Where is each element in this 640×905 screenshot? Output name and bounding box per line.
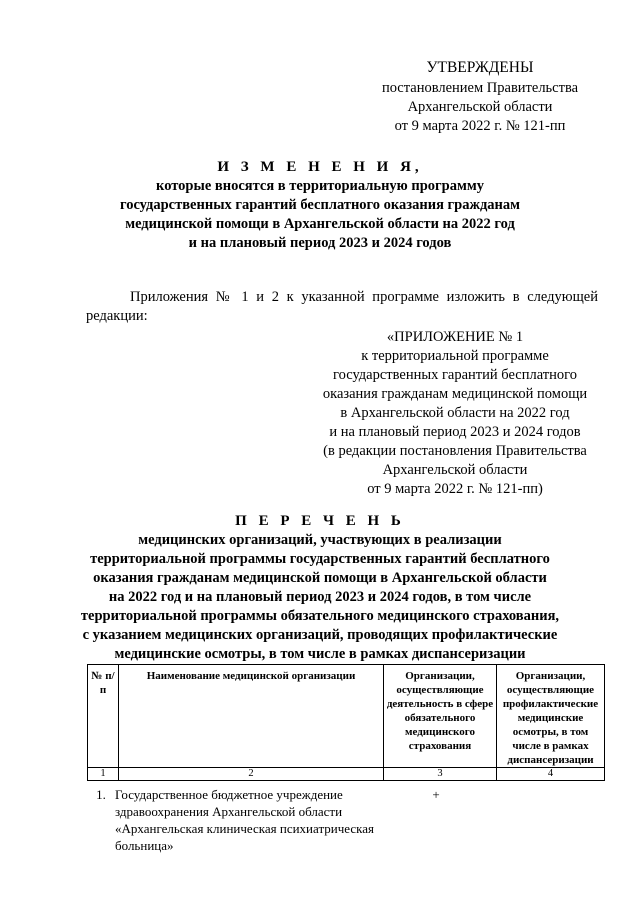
- intro-text: Приложения № 1 и 2 к указанной программе изложить в следующей редакции:: [86, 289, 598, 324]
- list-heading: П Е Р Е Ч Е Н Ь: [235, 513, 405, 529]
- list-title-line: на 2022 год и на плановый период 2023 и 2024 годов, в том числе: [108, 589, 532, 605]
- list-title-line: территориальной программы обязательного медицинского страхования,: [80, 608, 560, 624]
- approval-line: от 9 марта 2022 г. № 121-пп: [394, 118, 566, 134]
- table-row: [87, 786, 599, 854]
- approval-line: Архангельской области: [407, 99, 553, 115]
- appendix-block: [300, 328, 610, 499]
- table-header-row: [88, 665, 605, 768]
- row-prof-mark: [491, 786, 595, 854]
- changes-title-line: которые вносятся в территориальную программу: [156, 178, 484, 194]
- row-name: Государственное бюджетное учреждение здравоохранения Архангельской области «Архангельская клиническая психиатрическая больница»: [115, 787, 375, 853]
- appendix-line: оказания гражданам медицинской помощи: [322, 386, 588, 402]
- changes-title-line: медицинской помощи в Архангельской области на 2022 год: [125, 216, 515, 232]
- appendix-line: к территориальной программе: [361, 348, 549, 364]
- changes-title-line: и на плановый период 2023 и 2024 годов: [188, 235, 452, 251]
- column-number: 4: [497, 768, 605, 781]
- organizations-table: [87, 664, 605, 781]
- appendix-line: от 9 марта 2022 г. № 121-пп): [367, 481, 543, 497]
- column-number: 2: [119, 768, 384, 781]
- list-title-line: медицинские осмотры, в том числе в рамках диспансеризации: [114, 646, 526, 662]
- appendix-line: в Архангельской области на 2022 год: [340, 405, 570, 421]
- appendix-line: и на плановый период 2023 и 2024 годов: [329, 424, 581, 440]
- header-prof: Организации, осуществляющие профилактические медицинские осмотры, в том числе в рамках диспансеризации: [497, 665, 605, 768]
- header-name: Наименование медицинской организации: [119, 665, 384, 768]
- appendix-line: государственных гарантий бесплатного: [333, 367, 577, 383]
- list-title-line: с указанием медицинских организаций, проводящих профилактические: [82, 627, 558, 643]
- changes-heading: И З М Е Н Е Н И Я,: [217, 159, 423, 175]
- row-oms-mark: +: [432, 787, 440, 802]
- list-title: [60, 512, 580, 664]
- appendix-line: «ПРИЛОЖЕНИЕ № 1: [386, 329, 524, 345]
- table-body: [87, 786, 599, 854]
- header-oms: Организации, осуществляющие деятельность в сфере обязательного медицинского страхования: [384, 665, 497, 768]
- appendix-line: Архангельской области: [382, 462, 528, 478]
- changes-title-line: государственных гарантий бесплатного оказания гражданам: [119, 197, 521, 213]
- header-num: № п/п: [88, 665, 119, 768]
- approval-block: [360, 58, 600, 136]
- list-title-line: оказания гражданам медицинской помощи в Архангельской области: [93, 570, 547, 586]
- list-title-line: медицинских организаций, участвующих в реализации: [138, 532, 502, 548]
- list-title-line: территориальной программы государственных гарантий бесплатного: [90, 551, 550, 567]
- approval-heading: УТВЕРЖДЕНЫ: [426, 59, 534, 76]
- intro-paragraph: [86, 288, 598, 326]
- column-number: 1: [88, 768, 119, 781]
- column-number-row: [88, 768, 605, 781]
- appendix-line: (в редакции постановления Правительства: [323, 443, 587, 459]
- changes-title: [60, 158, 580, 253]
- column-number: 3: [384, 768, 497, 781]
- row-num: 1.: [96, 787, 106, 802]
- approval-line: постановлением Правительства: [381, 80, 579, 96]
